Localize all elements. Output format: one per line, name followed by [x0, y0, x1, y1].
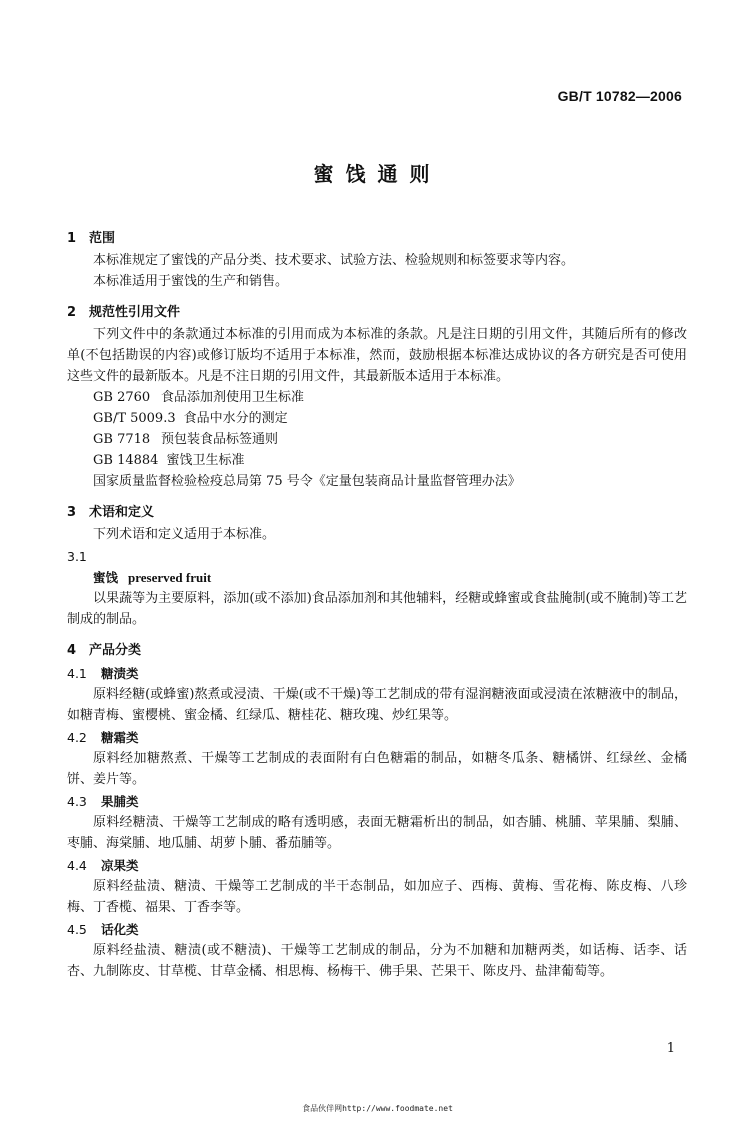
reference-title: 食品中水分的测定 — [183, 411, 288, 426]
subsection-heading — [67, 855, 687, 876]
subsection-number — [67, 546, 687, 567]
paragraph: 原料经盐渍、糖渍、干燥等工艺制成的半干态制品，如加应子、西梅、黄梅、雪花梅、陈皮梅、八珍梅、丁香榄、福果、丁香李等。 — [67, 879, 687, 915]
subsection-title: 糖渍类 — [101, 666, 139, 681]
paragraph: 下列术语和定义适用于本标准。 — [93, 527, 276, 542]
subsection-title: 果脯类 — [101, 794, 139, 809]
document-body — [67, 228, 687, 982]
reference-item — [67, 387, 687, 408]
section-title: 范围 — [89, 231, 116, 246]
section-number: 1 — [67, 231, 77, 246]
paragraph: 原料经加糖熬煮、干燥等工艺制成的表面附有白色糖霜的制品，如糖冬瓜条、糖橘饼、红绿丝、金橘饼、姜片等。 — [67, 751, 687, 787]
definition: 以果蔬等为主要原料，添加(或不添加)食品添加剂和其他辅料，经糖或蜂蜜或食盐腌制(或不腌制)等工艺制成的制品。 — [67, 591, 687, 627]
term-entry — [67, 567, 687, 588]
reference-item — [67, 429, 687, 450]
section-heading — [67, 640, 687, 662]
paragraph: 原料经盐渍、糖渍(或不糖渍)、干燥等工艺制成的制品，分为不加糖和加糖两类，如话梅、话李、话杏、九制陈皮、甘草榄、甘草金橘、相思梅、杨梅干、佛手果、芒果干、陈皮丹、盐津葡萄等。 — [67, 943, 687, 979]
subsection-num: 3.1 — [67, 549, 87, 564]
reference-item: 国家质量监督检验检疫总局第 75 号令《定量包装商品计量监督管理办法》 — [93, 474, 521, 489]
subsection-title: 凉果类 — [101, 858, 139, 873]
term-en: preserved fruit — [128, 570, 212, 585]
subsection-heading — [67, 727, 687, 748]
section-heading — [67, 302, 687, 324]
reference-item — [67, 450, 687, 471]
section-heading — [67, 502, 687, 524]
footer-source: 食品伙伴网http://www.foodmate.net — [302, 1104, 453, 1113]
reference-title: 食品添加剂使用卫生标准 — [161, 390, 305, 405]
subsection-number: 4.1 — [67, 666, 87, 681]
subsection-heading — [67, 919, 687, 940]
page-number: 1 — [666, 1041, 675, 1056]
paragraph: 下列文件中的条款通过本标准的引用而成为本标准的条款。凡是注日期的引用文件，其随后所有的修改单(不包括勘误的内容)或修订版均不适用于本标准，然而，鼓励根据本标准达成协议的各方研究是否可使用这些文件的最新版本。凡是不注日期的引用文件，其最新版本适用于本标准。 — [67, 327, 687, 384]
subsection-number: 4.2 — [67, 730, 87, 745]
subsection-heading — [67, 791, 687, 812]
paragraph: 原料经糖(或蜂蜜)熬煮或浸渍、干燥(或不干燥)等工艺制成的带有湿润糖液面或浸渍在浓糖液中的制品，如糖青梅、蜜樱桃、蜜金橘、红绿瓜、糖桂花、糖玫瑰、炒红果等。 — [67, 687, 687, 723]
section-heading — [67, 228, 687, 250]
section-number: 2 — [67, 305, 77, 320]
paragraph: 本标准规定了蜜饯的产品分类、技术要求、试验方法、检验规则和标签要求等内容。 — [93, 253, 575, 268]
reference-title: 蜜饯卫生标准 — [166, 453, 245, 468]
subsection-heading — [67, 663, 687, 684]
reference-code: GB 2760 — [93, 390, 151, 405]
reference-code: GB 14884 — [93, 453, 159, 468]
term-cn: 蜜饯 — [93, 570, 119, 585]
subsection-number: 4.5 — [67, 922, 87, 937]
paragraph: 本标准适用于蜜饯的生产和销售。 — [93, 274, 289, 289]
subsection-number: 4.4 — [67, 858, 87, 873]
reference-code: GB 7718 — [93, 432, 151, 447]
subsection-title: 话化类 — [101, 922, 139, 937]
reference-item — [67, 408, 687, 429]
document-title: 蜜饯通则 — [313, 162, 442, 186]
standard-code: GB/T 10782—2006 — [557, 88, 682, 104]
section-title: 术语和定义 — [89, 505, 155, 520]
paragraph: 原料经糖渍、干燥等工艺制成的略有透明感，表面无糖霜析出的制品，如杏脯、桃脯、苹果脯、梨脯、枣脯、海棠脯、地瓜脯、胡萝卜脯、番茄脯等。 — [67, 815, 687, 851]
reference-title: 预包装食品标签通则 — [161, 432, 279, 447]
section-title: 产品分类 — [89, 643, 142, 658]
section-number: 4 — [67, 643, 77, 658]
section-number: 3 — [67, 505, 77, 520]
section-title: 规范性引用文件 — [89, 305, 181, 320]
subsection-number: 4.3 — [67, 794, 87, 809]
reference-code: GB/T 5009.3 — [93, 411, 176, 426]
subsection-title: 糖霜类 — [101, 730, 139, 745]
